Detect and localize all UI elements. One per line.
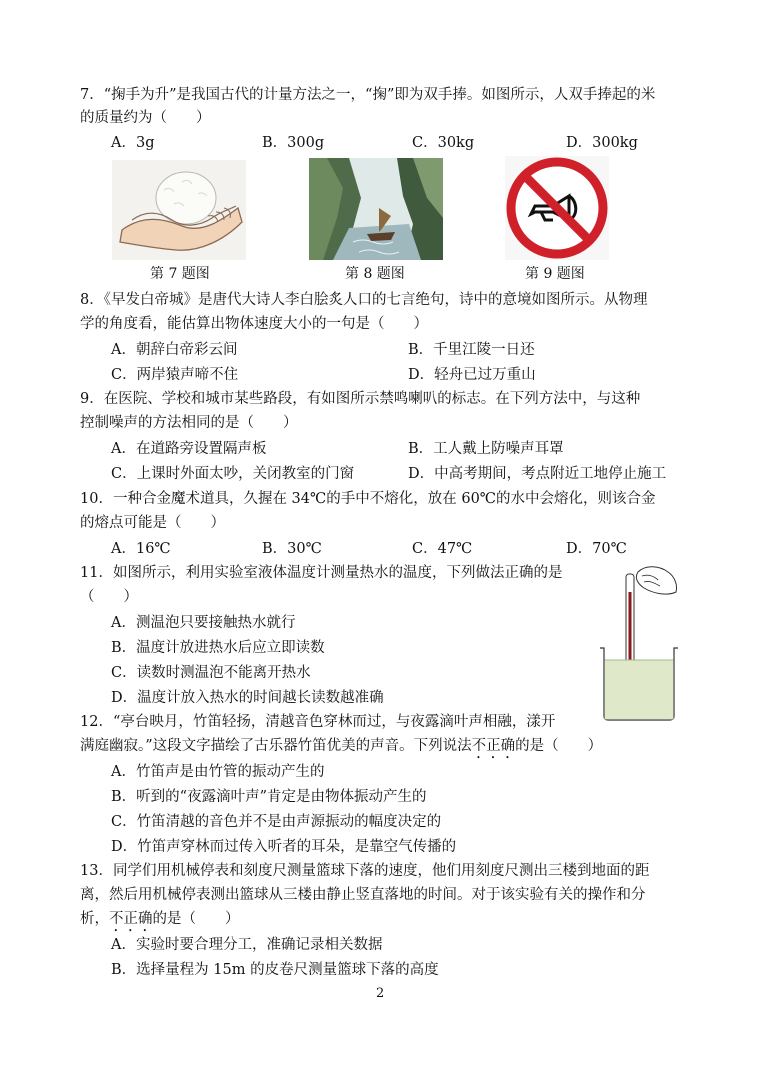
q7-option-d: D．300kg [566,135,638,151]
q12-option-a: A．竹笛声是由竹管的振动产生的 [111,764,325,780]
q7-stem-line1: 7．“掬手为升”是我国古代的计量方法之一，“掬”即为双手捧。如图所示，人双手捧起的米 [80,87,656,103]
no-horn-sign-icon [505,156,609,260]
q11-option-d: D．温度计放入热水的时间越长读数越准确 [111,690,384,706]
q8-option-b: B．千里江陵一日还 [408,342,535,358]
q11-option-b: B．温度计放进热水后应立即读数 [111,640,325,656]
q7-option-a: A．3g [111,135,155,151]
page-number: 2 [376,986,385,1001]
fig8-canyon-boat-image [309,158,443,260]
fig9-caption: 第 9 题图 [525,266,585,282]
q12-option-c: C．竹笛清越的音色并不是由声源振动的幅度决定的 [111,814,442,830]
fig7-cupped-hands-image [112,160,246,260]
q13-stem-line3 [80,908,240,935]
q12-stem-line2-suffix: 的是（ ） [515,738,603,754]
q9-option-c: C．上课时外面太吵，关闭教室的门窗 [111,466,355,482]
q12-emphasis-not-correct: 不正确 [471,738,516,754]
q13-stem-line3-suffix: 的是（ ） [152,911,240,927]
q7-stem-line2: 的质量约为（ ） [80,110,211,126]
q10-stem-line2: 的熔点可能是（ ） [80,515,225,531]
q13-stem-line1: 13．同学们用机械停表和刻度尺测量篮球下落的速度，他们用刻度尺测出三楼到地面的距 [80,863,650,879]
q13-emphasis-not-correct: 不正确 [109,911,153,927]
q10-option-d: D．70℃ [566,541,627,557]
q9-option-b: B．工人戴上防噪声耳罩 [408,441,564,457]
q10-stem-line1: 10．一种合金魔术道具，久握在 34℃的手中不熔化，放在 60℃的水中会熔化，则该合金 [80,491,656,507]
q12-option-d: D．竹笛声穿林而过传入听者的耳朵，是靠空气传播的 [111,839,457,855]
q7-option-b: B．300g [262,135,325,151]
q8-option-d: D．轻舟已过万重山 [408,367,536,383]
q11-stem-line1: 11．如图所示，利用实验室液体温度计测量热水的温度，下列做法正确的是 [80,565,563,581]
q13-option-a: A．实验时要合理分工，准确记录相关数据 [111,937,383,953]
fig7-caption: 第 7 题图 [150,266,210,282]
q13-option-b: B．选择量程为 15m 的皮卷尺测量篮球下落的高度 [111,962,439,978]
q12-stem-line2 [80,735,602,762]
q9-stem-line1: 9．在医院、学校和城市某些路段，有如图所示禁鸣喇叭的标志。在下列方法中，与这种 [80,391,641,407]
q12-stem-line2-prefix: 满庭幽寂。”这段文字描绘了古乐器竹笛优美的声音。下列说法 [80,738,472,754]
q12-stem-line1: 12．“亭台映月，竹笛轻扬，清越音色穿林而过，与夜露滴叶声相融，漾开 [80,714,556,730]
q8-stem-line2: 学的角度看，能估算出物体速度大小的一句是（ ） [80,316,428,332]
fig11-thermometer-beaker-image [598,562,680,722]
q13-stem-line3-prefix: 析， [80,911,109,927]
q8-option-c: C．两岸猿声啼不住 [111,367,239,383]
q10-option-b: B．30℃ [262,541,322,557]
q9-option-a: A．在道路旁设置隔声板 [111,441,267,457]
q11-stem-line2: （ ） [80,589,138,605]
q9-stem-line2: 控制噪声的方法相同的是（ ） [80,415,298,431]
q7-option-c: C．30kg [412,135,475,151]
q10-option-c: C．47℃ [412,541,473,557]
fig8-caption: 第 8 题图 [345,266,405,282]
q11-option-c: C．读数时测温泡不能离开热水 [111,665,311,681]
q11-option-a: A．测温泡只要接触热水就行 [111,615,296,631]
q8-stem-line1: 8．《早发白帝城》是唐代大诗人李白脍炙人口的七言绝句，诗中的意境如图所示。从物理 [80,292,648,308]
q8-option-a: A．朝辞白帝彩云间 [111,342,238,358]
q13-stem-line2: 离，然后用机械停表测出篮球从三楼由静止竖直落地的时间。对于该实验有关的操作和分 [80,887,646,903]
q12-option-b: B．听到的“夜露滴叶声”肯定是由物体振动产生的 [111,789,427,805]
q10-option-a: A．16℃ [111,541,171,557]
q9-option-d: D．中高考期间，考点附近工地停止施工 [408,466,667,482]
